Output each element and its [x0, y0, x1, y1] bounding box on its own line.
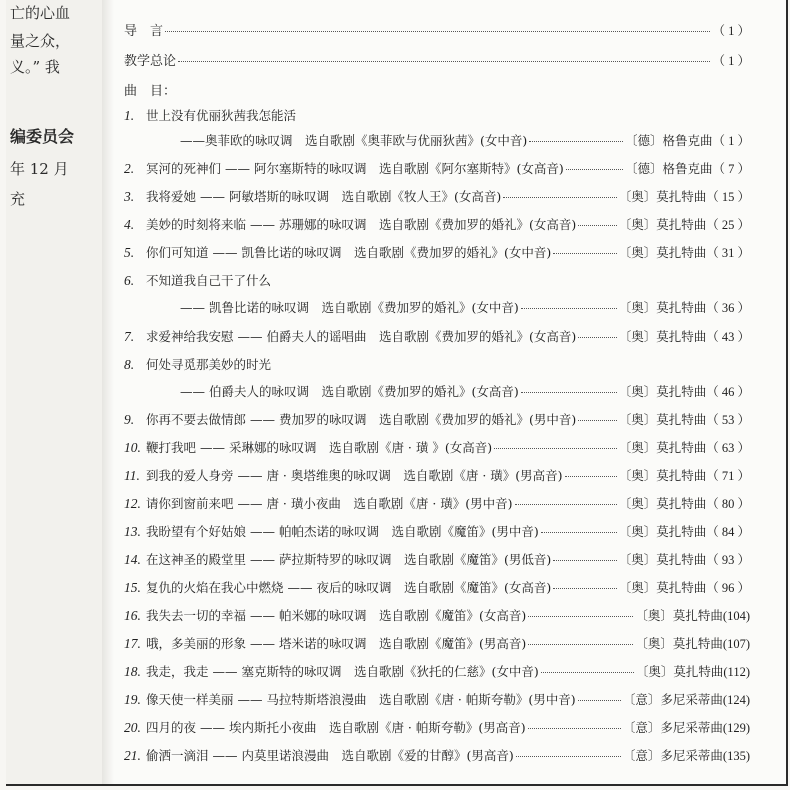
left-page: [6, 0, 102, 784]
toc-item: [124, 243, 750, 261]
toc-item-composer: 〔奥〕莫扎特曲: [618, 524, 707, 539]
toc-item-number: 10.: [124, 440, 141, 455]
toc-item-number: 4.: [124, 217, 135, 232]
toc-item: [124, 578, 750, 596]
toc-item-text: 哦，多美丽的形象 —— 塔米诺的咏叹调 选自歌剧《魔笛》(男高音): [146, 636, 527, 651]
toc-page-number: （ 7 ）: [712, 162, 750, 176]
toc-item: [124, 159, 750, 177]
toc-item-composer: 〔意〕多尼采蒂曲: [622, 692, 723, 707]
toc-item-text: 求爱神给我安慰 —— 伯爵夫人的谣唱曲 选自歌剧《费加罗的婚礼》(女高音): [146, 329, 577, 344]
toc-item-composer: 〔奥〕莫扎特曲: [618, 580, 707, 595]
toc-page-number: （ 80 ）: [706, 497, 750, 511]
leader-dots: [178, 61, 710, 62]
toc-page-number: （ 84 ）: [706, 525, 750, 539]
toc-item-composer: 〔奥〕莫扎特曲: [618, 496, 707, 511]
leader-dots: [566, 169, 623, 170]
toc-page-number: （ 46 ）: [706, 385, 750, 399]
toc-item-title: 何处寻觅那美妙的时光: [146, 357, 272, 372]
toc-item-composer: 〔奥〕莫扎特曲: [618, 329, 707, 344]
toc-item-text: 四月的夜 —— 埃内斯托小夜曲 选自歌剧《唐 · 帕斯夸勒》(男高音): [146, 720, 526, 735]
toc-item: [124, 746, 750, 764]
leader-dots: [553, 560, 617, 561]
toc-item-composer: 〔德〕格鲁克曲: [624, 133, 713, 148]
toc-item-title: 不知道我自己干了什么: [146, 273, 272, 288]
toc-item-text: 偷洒一滴泪 —— 内莫里诺浪漫曲 选自歌剧《爱的甘醇》(男高音): [146, 748, 514, 763]
toc-item-number: 8.: [124, 357, 135, 372]
toc-item-number: 17.: [124, 636, 141, 651]
leader-dots: [516, 756, 621, 757]
leader-dots: [578, 225, 617, 226]
toc-item: [124, 355, 750, 373]
left-page-line: 量之众，: [10, 32, 71, 50]
toc-item-text: 我走，我走 —— 塞克斯特的咏叹调 选自歌剧《狄托的仁慈》(女中音): [146, 664, 539, 679]
toc-item: [124, 662, 750, 680]
toc-item-text: 冥河的死神们 —— 阿尔塞斯特的咏叹调 选自歌剧《阿尔塞斯特》(女高音): [146, 161, 564, 176]
toc-item-number: 13.: [124, 524, 141, 539]
toc-page-number: （ 15 ）: [706, 190, 750, 204]
songs-heading-label: 曲 目：: [124, 84, 177, 99]
toc-item-text: 我盼望有个好姑娘 —— 帕帕杰诺的咏叹调 选自歌剧《魔笛》(男中音): [146, 524, 539, 539]
toc-item-composer: 〔奥〕莫扎特曲: [618, 552, 707, 567]
toc-item-text: 我将爱她 —— 阿敏塔斯的咏叹调 选自歌剧《牧人王》(女高音): [146, 189, 502, 204]
leader-dots: [528, 644, 633, 645]
toc-item: [124, 327, 750, 345]
toc-page-number: (104): [722, 609, 750, 623]
toc-item-text: 你再不要去做情郎 —— 费加罗的咏叹调 选自歌剧《费加罗的婚礼》(男中音): [146, 412, 577, 427]
toc-item-composer: 〔奥〕莫扎特曲: [618, 245, 707, 260]
left-page-line: 亡的心血: [10, 4, 71, 22]
toc-item-text: 我失去一切的幸福 —— 帕米娜的咏叹调 选自歌剧《魔笛》(女高音): [146, 608, 527, 623]
toc-item-number: 18.: [124, 664, 141, 679]
toc-page: [114, 0, 786, 784]
toc-page-number: （ 1 ）: [712, 134, 750, 148]
toc-item-composer: 〔奥〕莫扎特曲: [618, 217, 707, 232]
leader-dots: [521, 392, 617, 393]
toc-item-number: 11.: [124, 468, 140, 483]
leader-dots: [521, 308, 617, 309]
toc-item-number: 2.: [124, 161, 135, 176]
toc-item-composer: 〔奥〕莫扎特曲: [635, 636, 723, 651]
toc-item-composer: 〔奥〕莫扎特曲: [618, 412, 707, 427]
toc-item: [124, 494, 750, 512]
toc-item-composer: 〔奥〕莫扎特曲: [618, 384, 707, 399]
toc-item-text: 像天使一样美丽 —— 马拉特斯塔浪漫曲 选自歌剧《唐 · 帕斯夸勒》(男中音): [146, 692, 576, 707]
toc-page-number: （ 43 ）: [706, 330, 750, 344]
toc-item-subtitle: —— 凯鲁比诺的咏叹调 选自歌剧《费加罗的婚礼》(女中音): [180, 300, 519, 315]
leader-dots: [578, 337, 617, 338]
toc-page-number: （ 53 ）: [706, 413, 750, 427]
toc-item-text: 在这神圣的殿堂里 —— 萨拉斯特罗的咏叹调 选自歌剧《魔笛》(男低音): [146, 552, 552, 567]
leader-dots: [503, 197, 617, 198]
toc-item-number: 16.: [124, 608, 141, 623]
toc-item-composer: 〔奥〕莫扎特曲: [618, 440, 707, 455]
left-page-line: 编委员会: [10, 127, 75, 146]
toc-item-detail: [124, 131, 750, 149]
toc-item-text: 美妙的时刻将来临 —— 苏珊娜的咏叹调 选自歌剧《费加罗的婚礼》(女高音): [146, 217, 577, 232]
leader-dots: [494, 448, 617, 449]
toc-item: [124, 522, 750, 540]
toc-item-subtitle: —— 伯爵夫人的咏叹调 选自歌剧《费加罗的婚礼》(女高音): [180, 384, 519, 399]
toc-item: [124, 106, 750, 124]
toc-item-number: 6.: [124, 273, 135, 288]
toc-item-composer: 〔意〕多尼采蒂曲: [622, 720, 723, 735]
toc-item-text: 鞭打我吧 —— 采琳娜的咏叹调 选自歌剧《唐 · 璜 》(女高音): [146, 440, 493, 455]
toc-page-number: （ 25 ）: [706, 218, 750, 232]
toc-item-number: 12.: [124, 496, 141, 511]
toc-page-number: (124): [722, 693, 750, 707]
toc-page-number: （ 1 ）: [712, 24, 750, 38]
book-gutter: [102, 0, 114, 784]
toc-item: [124, 550, 750, 568]
toc-item-text: 你们可知道 —— 凯鲁比诺的咏叹调 选自歌剧《费加罗的婚礼》(女中音): [146, 245, 552, 260]
toc-item-composer: 〔奥〕莫扎特曲: [618, 300, 707, 315]
leader-dots: [541, 532, 617, 533]
toc-item-text: 请你到窗前来吧 —— 唐 · 璜小夜曲 选自歌剧《唐 · 璜》(男中音): [146, 496, 513, 511]
left-page-line: 义。” 我: [10, 58, 60, 76]
toc-item-number: 21.: [124, 748, 141, 763]
toc-item-number: 5.: [124, 245, 135, 260]
leader-dots: [529, 141, 623, 142]
toc-item-detail: [124, 382, 750, 400]
toc-item-composer: 〔德〕格鲁克曲: [624, 161, 713, 176]
toc-item-number: 3.: [124, 189, 135, 204]
toc-item: [124, 187, 750, 205]
toc-item-composer: 〔意〕多尼采蒂曲: [622, 748, 723, 763]
toc-item-number: 15.: [124, 580, 141, 595]
toc-section-title: 导 言: [124, 24, 164, 39]
toc-item-detail: [124, 298, 750, 316]
toc-item: [124, 271, 750, 289]
toc-item-number: 20.: [124, 720, 141, 735]
toc-item-subtitle: ——奥菲欧的咏叹调 选自歌剧《奥菲欧与优丽狄茜》(女中音): [180, 133, 528, 148]
leader-dots: [515, 504, 617, 505]
toc-item: [124, 438, 750, 456]
toc-section: [124, 20, 750, 39]
songs-heading: [124, 80, 750, 99]
left-page-line: 充: [10, 190, 26, 208]
toc-page-number: （ 63 ）: [706, 441, 750, 455]
toc-item-title: 世上没有优丽狄茜我怎能活: [146, 108, 297, 123]
leader-dots: [553, 588, 617, 589]
toc-page-number: （ 31 ）: [706, 246, 750, 260]
toc-page-number: (135): [722, 749, 750, 763]
book-frame: [6, 0, 788, 786]
leader-dots: [165, 31, 710, 32]
toc-page-number: （ 1 ）: [712, 54, 750, 68]
toc-page-number: (107): [722, 637, 750, 651]
toc-page-number: （ 93 ）: [706, 553, 750, 567]
toc-page-number: (129): [722, 721, 750, 735]
toc-item-composer: 〔奥〕莫扎特曲: [635, 608, 723, 623]
leader-dots: [578, 700, 621, 701]
leader-dots: [541, 672, 634, 673]
toc-item-number: 14.: [124, 552, 141, 567]
toc-section-title: 教学总论: [124, 54, 177, 69]
toc-item: [124, 466, 750, 484]
leader-dots: [553, 253, 617, 254]
left-page-line: 年 12 月: [10, 160, 69, 178]
toc-item: [124, 606, 750, 624]
toc-item: [124, 634, 750, 652]
toc-page-number: (112): [723, 665, 750, 679]
toc-item-number: 1.: [124, 108, 135, 123]
toc-item-composer: 〔奥〕莫扎特曲: [635, 664, 724, 679]
toc-item-text: 复仇的火焰在我心中燃烧 —— 夜后的咏叹调 选自歌剧《魔笛》(女高音): [146, 580, 552, 595]
toc-item-number: 7.: [124, 329, 135, 344]
leader-dots: [578, 420, 617, 421]
toc-item: [124, 410, 750, 428]
toc-item-text: 到我的爱人身旁 —— 唐 · 奥塔维奥的咏叹调 选自歌剧《唐 · 璜》(男高音): [146, 468, 563, 483]
leader-dots: [565, 476, 617, 477]
toc-item-composer: 〔奥〕莫扎特曲: [618, 468, 707, 483]
toc-page-number: （ 71 ）: [706, 469, 750, 483]
leader-dots: [528, 616, 633, 617]
toc-page-number: （ 96 ）: [706, 581, 750, 595]
toc-section: [124, 50, 750, 69]
toc-item-composer: 〔奥〕莫扎特曲: [618, 189, 707, 204]
toc-item-number: 9.: [124, 412, 135, 427]
toc-item: [124, 690, 750, 708]
toc-item: [124, 718, 750, 736]
toc-page-number: （ 36 ）: [706, 301, 750, 315]
leader-dots: [528, 728, 621, 729]
toc-item-number: 19.: [124, 692, 141, 707]
toc-item: [124, 215, 750, 233]
